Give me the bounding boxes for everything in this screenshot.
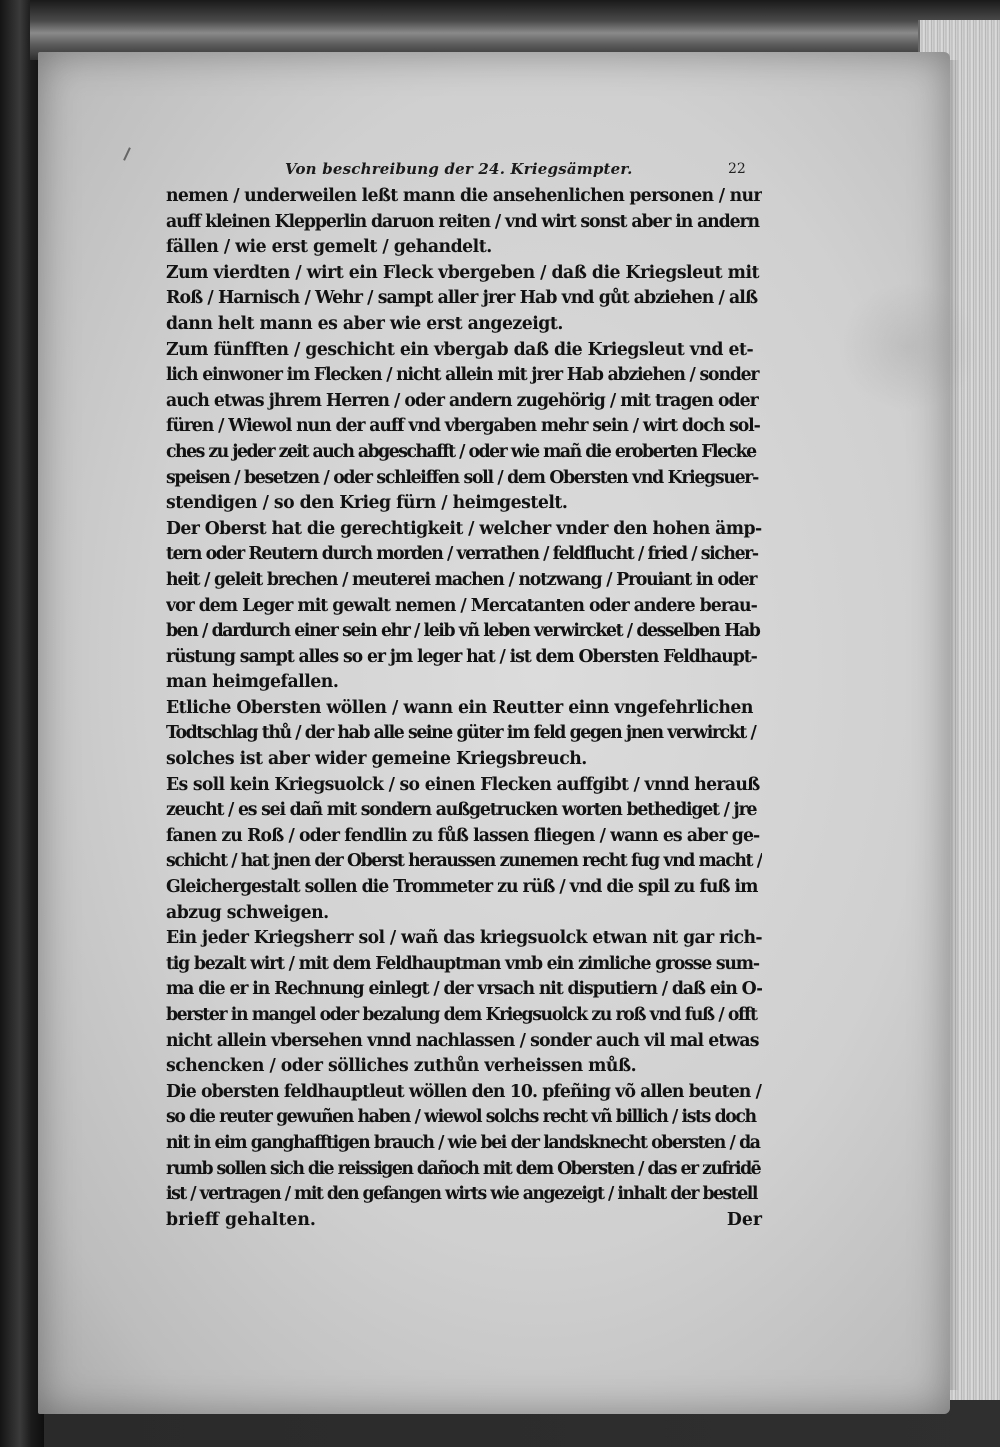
text-line: nicht allein vbersehen vnnd nachlassen / sonder auch vil mal etwas: [166, 1030, 759, 1051]
running-head: [140, 160, 780, 184]
text-line: rumb sollen sich die reissigen dañoch mit dem Obersten / das er zufridē: [166, 1158, 761, 1179]
text-line: Ein jeder Kriegsherr sol / wañ das kriegsuolck etwan nit gar rich-: [166, 928, 762, 949]
text-line: Todtschlag thů / der hab alle seine güter im feld gegen jnen verwirckt /: [166, 723, 756, 744]
text-line: ma die er in Rechnung einlegt / der vrsach nit disputiern / daß ein O-: [166, 979, 762, 1000]
text-line: speisen / besetzen / oder schleiffen soll / dem Obersten vnd Kriegsuer-: [166, 467, 758, 488]
text-line: so die reuter gewuñen haben / wiewol solchs recht vñ billich / ists doch: [166, 1107, 756, 1128]
text-line: Zum vierdten / wirt ein Fleck vbergeben / daß die Kriegsleut mit: [166, 262, 760, 283]
text-line: ben / dardurch einer sein ehr / leib vñ leben verwircket / desselben Hab: [166, 621, 760, 642]
catchword: Der: [726, 1209, 762, 1230]
text-line: vor dem Leger mit gewalt nemen / Mercatanten oder andere berau-: [166, 595, 757, 616]
text-line: Es soll kein Kriegsuolck / so einen Flecken auffgibt / vnnd herauß: [166, 774, 760, 795]
text-line: abzug schweigen.: [166, 902, 329, 923]
text-line: auch etwas jhrem Herren / oder andern zugehörig / mit tragen oder: [166, 390, 758, 411]
text-line: rüstung sampt alles so er jm leger hat / ist dem Obersten Feldhaupt-: [166, 646, 757, 667]
text-line: Gleichergestalt sollen die Trommeter zu rüß / vnd die spil zu fuß im: [166, 877, 758, 898]
running-head-title: Von beschreibung der 24. Kriegsämpter.: [285, 160, 633, 178]
page-number: 22: [728, 161, 746, 177]
text-line: heit / geleit brechen / meuterei machen / notzwang / Prouiant in oder: [166, 569, 757, 590]
text-line: zeucht / es sei dañ mit sondern außgetrucken worten bethediget / jre: [166, 800, 757, 821]
text-line: ches zu jeder zeit auch abgeschafft / oder wie mañ die eroberten Flecke: [166, 441, 756, 462]
text-line: nemen / underweilen leßt mann die ansehenlichen personen / nur: [166, 186, 762, 206]
body-text: [166, 184, 762, 1233]
book-top-edge: [30, 0, 1000, 60]
text-line: dann helt mann es aber wie erst angezeigt.: [166, 313, 563, 334]
text-line: füren / Wiewol nun der auff vnd vbergaben mehr sein / wirt doch sol-: [166, 416, 760, 437]
text-line: lich einwoner im Flecken / nicht allein mit jrer Hab abziehen / sonder: [166, 365, 759, 386]
text-line: berster in mangel oder bezalung dem Kriegsuolck zu roß vnd fuß / offt: [166, 1005, 757, 1025]
text-line: Roß / Harnisch / Wehr / sampt aller jrer Hab vnd gůt abziehen / alß: [166, 288, 758, 309]
text-line: tern oder Reutern durch morden / verrathen / feldflucht / fried / sicher-: [166, 544, 758, 565]
text-line: schicht / hat jnen der Oberst heraussen zunemen recht fug vnd macht /: [166, 851, 762, 872]
text-line: tig bezalt wirt / mit dem Feldhauptman vmb ein zimliche grosse sum-: [166, 953, 759, 974]
text-line: nit in eim ganghafftigen brauch / wie bei der landsknecht obersten / da: [166, 1132, 760, 1153]
text-line: stendigen / so den Krieg fürn / heimgestelt.: [166, 493, 568, 514]
text-line: Die obersten feldhauptleut wöllen den 10. pfeñing võ allen beuten /: [166, 1081, 762, 1102]
text-line: ist / vertragen / mit den gefangen wirts wie angezeigt / inhalt der bestell: [166, 1184, 757, 1205]
text-line: solches ist aber wider gemeine Kriegsbreuch.: [166, 749, 587, 770]
text-line: man heimgefallen.: [166, 672, 339, 693]
ink-bleed-through: [838, 282, 978, 412]
text-line: fanen zu Roß / oder fendlin zu fůß lassen fliegen / wann es aber ge-: [166, 825, 760, 846]
closing-row: [166, 1208, 762, 1234]
text-line: schencken / oder sölliches zuthůn verheissen můß.: [166, 1056, 637, 1077]
closing-line: brieff gehalten.: [166, 1209, 316, 1230]
pencil-mark: [123, 147, 131, 161]
text-line: Etliche Obersten wöllen / wann ein Reutter einn vngefehrlichen: [166, 697, 753, 718]
text-line: Der Oberst hat die gerechtigkeit / welcher vnder den hohen ämp-: [166, 518, 762, 539]
text-line: Zum fünfften / geschicht ein vbergab daß die Kriegsleut vnd et-: [166, 339, 754, 360]
text-line: fällen / wie erst gemelt / gehandelt.: [166, 237, 492, 258]
text-line: auff kleinen Klepperlin daruon reiten / vnd wirt sonst aber in andern: [166, 211, 759, 232]
